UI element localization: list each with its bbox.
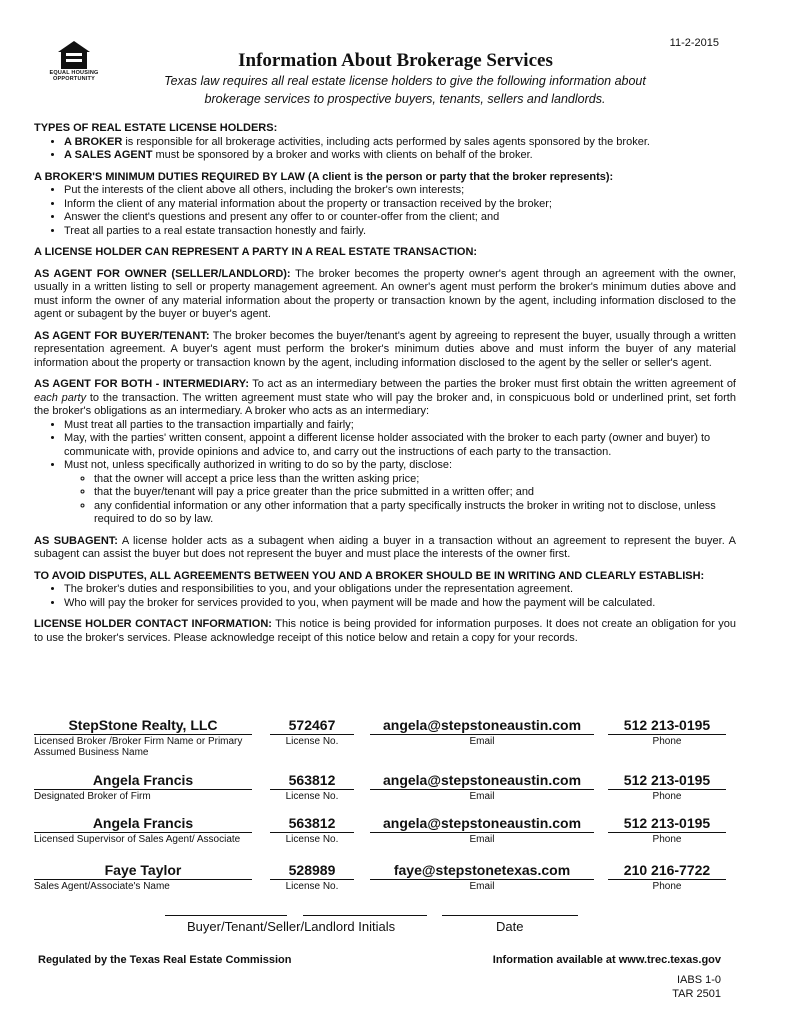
phone-label: Phone [652,881,682,892]
sub-list-item: ◦ that the owner will accept a price less than the written asking price; [94,473,736,487]
minimum-duties-section [34,171,736,239]
form-code: IABS 1-0 [676,974,721,986]
buyer-agent-lead: AS AGENT FOR BUYER/TENANT: [34,329,210,342]
contact-row [34,771,734,817]
email-label: Email [469,791,495,802]
initials-label: Buyer/Tenant/Seller/Landlord Initials [187,919,396,934]
buyer-agent-section [34,330,736,371]
list-item: • A BROKER is responsible for all brokerage activities, including acts performed by sales agents sponsored by the broker. [64,136,736,150]
list-item: • The broker's duties and responsibilities to you, and your obligations under the representation agreement. [64,583,736,597]
email-label: Email [469,881,495,892]
subtitle-line-1: Texas law requires all real estate license holders to give the following information about [164,74,646,88]
minimum-duties-heading: A BROKER'S MINIMUM DUTIES REQUIRED BY LAW (A client is the person or party that the broker represents): [34,170,614,183]
page-title: Information About Brokerage Services [238,50,553,71]
phone-field[interactable]: 512 213-0195 [608,814,726,833]
list-item: • A SALES AGENT must be sponsored by a broker and works with clients on behalf of the broker. [64,149,736,163]
tar-code: TAR 2501 [672,988,721,1000]
list-item: • Answer the client's questions and present any offer to or counter-offer from the client; and [64,211,736,225]
name-label: Licensed Broker /Broker Firm Name or Primary Assumed Business Name [34,736,243,758]
email-field[interactable]: angela@stepstoneaustin.com [370,814,594,833]
date-label: Date [496,919,524,934]
subagent-section: AS SUBAGENT: A license holder acts as a subagent when aiding a buyer in a transaction without an agreement to represent the buyer. A subagent can assist the buyer but does not represent the buyer and must place the interests of the owner first. [34,534,736,560]
license-label: License No. [285,881,339,892]
owner-agent-text: The broker becomes the property owner's agent through an agreement with the owner, usually in a written listing to sell or property management agreement. An owner's agent must perform the broker's minimum duties above and must inform the owner of any material information about the property or transaction known by the agent, including information disclosed to the agent or subagent by the buyer or buyer's agent. [34,267,736,320]
email-field[interactable]: angela@stepstoneaustin.com [370,716,594,735]
license-label: License No. [285,834,339,845]
license-field[interactable]: 563812 [270,771,354,790]
list-item: • Treat all parties to a real estate transaction honestly and fairly. [64,225,736,239]
page-subtitle [120,72,690,108]
name-label: Designated Broker of Firm [34,791,151,802]
phone-label: Phone [652,834,682,845]
subtitle-line-2: brokerage services to prospective buyers, tenants, sellers and landlords. [204,92,606,106]
intermediary-lead: AS AGENT FOR BOTH - INTERMEDIARY: [34,378,249,390]
phone-field[interactable]: 512 213-0195 [608,771,726,790]
license-field[interactable]: 572467 [270,716,354,735]
body-content [34,122,736,653]
buyer-agent-text: The broker becomes the buyer/tenant's agent by agreeing to represent the buyer, usually through a written representation agreement. A buyer's agent must perform the broker's minimum duties above and must inform the buyer of any material information about the property or transaction known by the agent, including information disclosed to the agent by the seller or seller's agent. [34,329,737,369]
sub-list-item: ◦ that the buyer/tenant will pay a price greater than the price submitted in a written offer; and [94,486,736,500]
phone-field[interactable]: 512 213-0195 [608,716,726,735]
name-field[interactable]: StepStone Realty, LLC [34,716,252,735]
list-item: • Must treat all parties to the transaction impartially and fairly; [64,419,736,433]
email-label: Email [469,834,495,845]
contact-info-section: LICENSE HOLDER CONTACT INFORMATION: This notice is being provided for information purposes. It does not create an obligation for you to use the broker's services. Please acknowledge receipt of this notice below and retain a copy for your records. [34,618,736,644]
phone-field[interactable]: 210 216-7722 [608,861,726,880]
name-label: Licensed Supervisor of Sales Agent/ Associate [34,834,241,845]
contact-row [34,716,734,762]
represent-section [34,246,736,260]
list-item: • Put the interests of the client above all others, including the broker's own interests; [64,184,736,198]
sub-list-item: ◦ any confidential information or any other information that a party specifically instructs the broker in writing not to disclose, unless required to do so by law. [94,500,736,527]
phone-label: Phone [652,736,682,747]
name-field[interactable]: Faye Taylor [34,861,252,880]
license-types-section [34,122,736,163]
subagent-lead: AS SUBAGENT: [34,534,118,547]
owner-agent-section [34,268,736,322]
contact-row [34,814,734,860]
email-field[interactable]: angela@stepstoneaustin.com [370,771,594,790]
initials-line-1[interactable] [165,915,287,916]
license-types-heading: TYPES OF REAL ESTATE LICENSE HOLDERS: [34,122,278,134]
license-label: License No. [285,736,339,747]
intermediary-section: AS AGENT FOR BOTH - INTERMEDIARY: To act as an intermediary between the parties the broker must first obtain the written agreement of each party to the transaction. The written agreement must state who will pay the broker and, in conspicuous bold or underlined print, set forth the broker's obligations as an intermediary. A broker who acts as an intermediary: • Must treat all parties to the transaction impartially and fairly; • May, with the parties' written consent, appoint a different license holder associated with the broker to each party (owner and buyer) to communicate with, provide opinions and advice to, and carry out the instructions of each party to the transaction. • Must not, unless specifically authorized in writing to do so by the party, disclose: ◦ that the owner will accept a price less than the written asking price; ◦ that the buyer/tenant will pay a price greater than the price submitted in a written offer; and ◦ any confidential information or any other information that a party specifically instructs the broker in writing not to disclose, unless required to do so by law. [34,378,736,527]
info-available: Information available at www.trec.texas.gov [492,954,721,966]
name-field[interactable]: Angela Francis [34,814,252,833]
name-label: Sales Agent/Associate's Name [34,881,170,892]
list-item: • Who will pay the broker for services provided to you, when payment will be made and how the payment will be calculated. [64,597,736,611]
contact-row [34,861,734,907]
contact-info-lead: LICENSE HOLDER CONTACT INFORMATION: [34,618,272,630]
regulated-by: Regulated by the Texas Real Estate Commission [38,954,292,966]
logo-caption: EQUAL HOUSING OPPORTUNITY [49,70,99,82]
disputes-section [34,570,736,611]
initials-line-2[interactable] [303,915,427,916]
name-field[interactable]: Angela Francis [34,771,252,790]
owner-agent-lead: AS AGENT FOR OWNER (SELLER/LANDLORD): [34,267,291,280]
form-date: 11-2-2015 [669,37,719,49]
email-field[interactable]: faye@stepstonetexas.com [370,861,594,880]
disputes-heading: TO AVOID DISPUTES, ALL AGREEMENTS BETWEEN YOU AND A BROKER SHOULD BE IN WRITING AND CLEARLY ESTABLISH: [34,569,705,582]
license-field[interactable]: 563812 [270,814,354,833]
list-item: • Must not, unless specifically authorized in writing to do so by the party, disclose: ◦ that the owner will accept a price less than the written asking price; ◦ that the buyer/tenant will pay a price greater than the price submitted in a written offer; and ◦ any confidential information or any other information that a party specifically instructs the broker in writing not to disclose, unless required to do so by law. [64,459,736,527]
list-item: • Inform the client of any material information about the property or transaction received by the broker; [64,198,736,212]
date-line[interactable] [442,915,578,916]
represent-heading: A LICENSE HOLDER CAN REPRESENT A PARTY IN A REAL ESTATE TRANSACTION: [34,246,478,258]
license-label: License No. [285,791,339,802]
phone-label: Phone [652,791,682,802]
license-field[interactable]: 528989 [270,861,354,880]
email-label: Email [469,736,495,747]
list-item: • May, with the parties' written consent, appoint a different license holder associated with the broker to each party (owner and buyer) to communicate with, provide opinions and advice to, and carry out the instructions of each party to the transaction. [64,432,736,459]
